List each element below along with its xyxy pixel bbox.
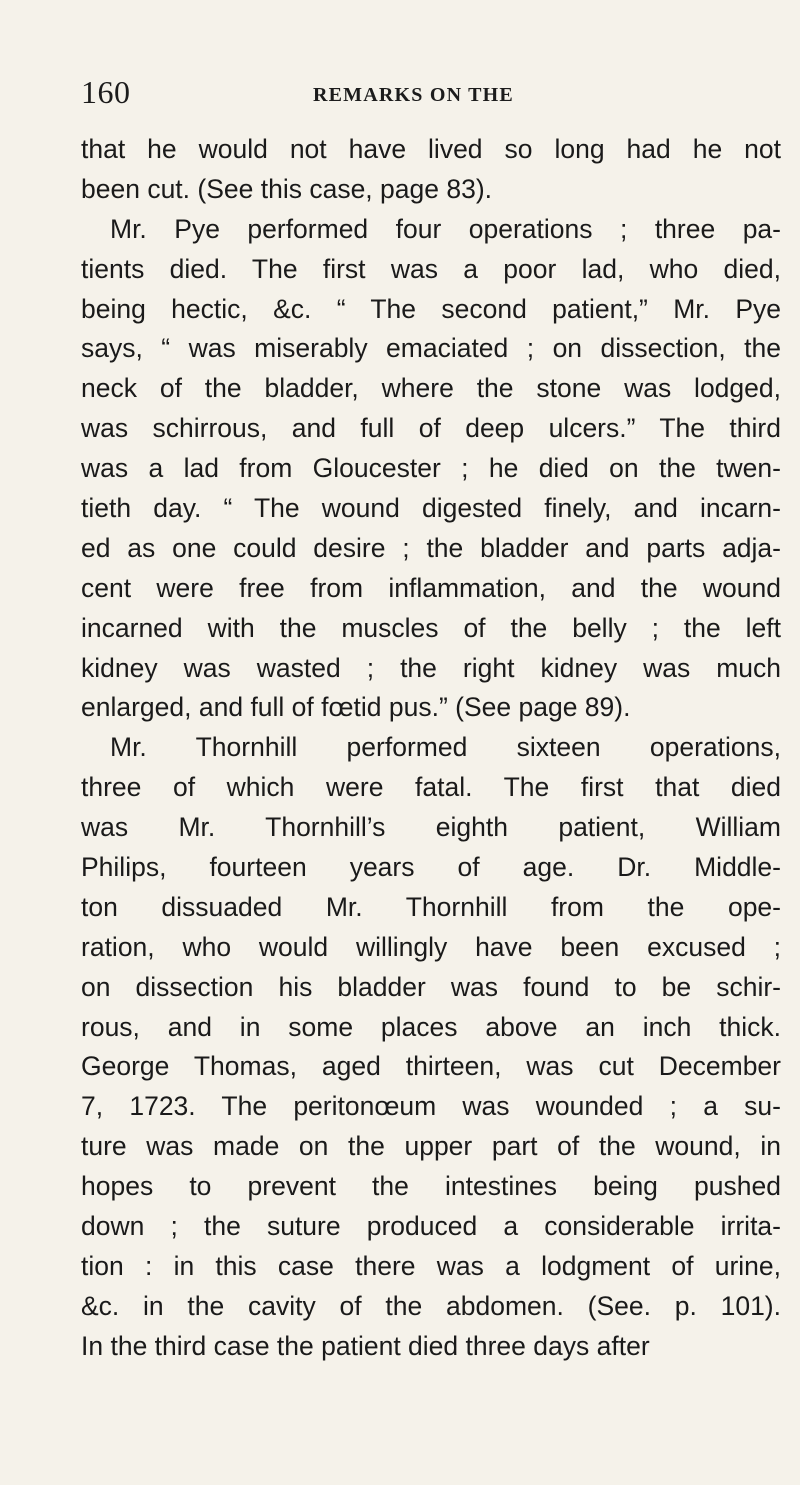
text-line: on dissection his bladder was found to be schir- bbox=[81, 971, 781, 1002]
text-line: says, “ was miserably emaciated ; on dissection, the bbox=[81, 333, 781, 364]
text-line: rous, and in some places above an inch thick. bbox=[81, 1011, 781, 1042]
text-line: was schirrous, and full of deep ulcers.” The third bbox=[81, 413, 781, 444]
text-line: ration, who would willingly have been excused ; bbox=[81, 931, 781, 962]
text-line: hopes to prevent the intestines being pushed bbox=[81, 1171, 781, 1202]
text-line: was a lad from Gloucester ; he died on the twen- bbox=[81, 453, 781, 484]
text-line: that he would not have lived so long had he not bbox=[81, 134, 781, 164]
text-line: enlarged, and full of fœtid pus.” (See page 89). bbox=[81, 692, 631, 723]
text-line: In the third case the patient died three days after bbox=[81, 1330, 650, 1361]
text-line: Mr. Pye performed four operations ; three pa- bbox=[110, 213, 781, 244]
text-line: three of which were fatal. The first that died bbox=[81, 772, 781, 803]
text-line: Philips, fourteen years of age. Dr. Middle- bbox=[81, 852, 781, 883]
body-text bbox=[81, 130, 781, 1367]
text-line: tients died. The first was a poor lad, who died, bbox=[81, 253, 781, 284]
text-line: George Thomas, aged thirteen, was cut December bbox=[81, 1051, 781, 1082]
text-line: tieth day. “ The wound digested finely, and incarn- bbox=[81, 493, 781, 524]
text-line: 7, 1723. The peritonœum was wounded ; a su- bbox=[81, 1091, 781, 1122]
running-head: REMARKS ON THE bbox=[313, 84, 514, 106]
text-line: cent were free from inflammation, and the wound bbox=[81, 572, 781, 603]
text-line: was Mr. Thornhill’s eighth patient, William bbox=[81, 812, 781, 843]
text-line: ture was made on the upper part of the wound, in bbox=[81, 1131, 781, 1162]
text-line: down ; the suture produced a considerable irrita- bbox=[81, 1211, 781, 1242]
text-line: been cut. (See this case, page 83). bbox=[81, 173, 493, 204]
text-line: kidney was wasted ; the right kidney was much bbox=[81, 652, 781, 683]
text-line: neck of the bladder, where the stone was lodged, bbox=[81, 373, 781, 404]
page-header bbox=[81, 70, 781, 120]
text-line: ton dissuaded Mr. Thornhill from the ope- bbox=[81, 891, 781, 922]
text-line: incarned with the muscles of the belly ; the left bbox=[81, 612, 781, 643]
text-line: being hectic, &c. “ The second patient,” Mr. Pye bbox=[81, 293, 781, 324]
text-line: Mr. Thornhill performed sixteen operations, bbox=[110, 732, 781, 763]
text-line: &c. in the cavity of the abdomen. (See. p. 101). bbox=[81, 1290, 781, 1321]
page-number: 160 bbox=[81, 74, 131, 110]
text-line: ed as one could desire ; the bladder and parts adja- bbox=[81, 532, 781, 563]
text-line: tion : in this case there was a lodgment of urine, bbox=[81, 1250, 781, 1281]
